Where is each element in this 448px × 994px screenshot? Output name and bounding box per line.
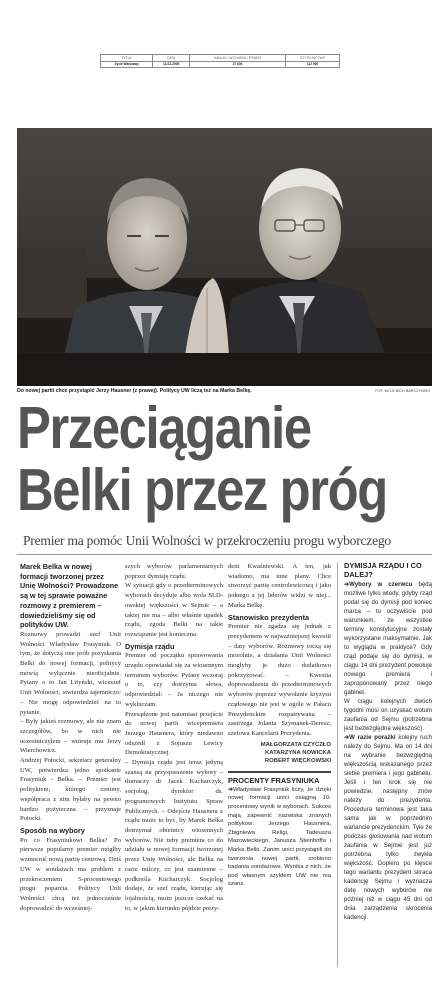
- article-column-1: [20, 562, 121, 967]
- sidebar-text: będą możliwe tylko wtedy, gdyby rząd podał się do dymisji pod koniec marca – to oczywiście pod warunkiem, że wszystkie terminy konstytucyjne zostały wykorzystane maksymalnie. Jak to wygląda w praktyce? Gdy rząd podaje się do dymisji, w ciągu 14 dni prezydent powołuje nowego premiera i zaproponowany przez niego gabinet.: [344, 580, 432, 696]
- author-name: ROBERT WIĘCKOWSKI: [264, 758, 331, 765]
- arrow-icon: ➔: [228, 786, 233, 793]
- clipping-metadata-table: [100, 54, 340, 68]
- meta-circulation-value: 27 600: [190, 61, 286, 68]
- article-paragraph: Andrzej Potocki, sekretarz generalny UW, potwierdza jedno spotkanie Frasyniuk - Belka. – Premier jest politykiem, którego cenimy, współpraca z nim byłaby na pewno bardzo pożyteczna – przyznaje Potocki.: [20, 757, 121, 823]
- author-name: KATARZYNA NOWICKA: [265, 749, 331, 756]
- sidebar-title: DYMISJA RZĄDU I CO DALEJ?: [344, 562, 422, 579]
- article-paragraph: W sytuacji gdy o przedterminowych wyborach decyduje albo wola SLD-owskiej większości w Sejmie – a takiej nie ma – albo właśnie upadek rządu, zgoda Belki na takie rozwiązanie jest konieczna.: [125, 582, 223, 638]
- meta-title-value: Życie Warszawy: [101, 61, 153, 68]
- article-paragraph: Rozmowy prowadzi szef Unii Wolności Władysław Frasyniuk. O tym, że dotyczą one prób pozyskania Belki do nowej formacji, politycy mówią wyłącznie nieoficjalnie. Pytany o to Jan Lityński, wiceszef Unii Wolności, stwierdza tajemniczo: – Nie mogę odpowiedzieć na to pytanie.: [20, 630, 121, 716]
- arrow-icon: ➔: [344, 580, 350, 588]
- newspaper-clipping: [17, 128, 432, 973]
- meta-header-date: DATA: [153, 55, 190, 62]
- photo-illustration: [17, 128, 432, 386]
- meta-header-title: TYTUŁ: [101, 55, 153, 62]
- subheadline: Premier ma pomóc Unii Wolności w przekroczeniu progu wyborczego: [23, 533, 391, 548]
- article-photo: [17, 128, 432, 386]
- meta-date-value: 11-02-2005: [153, 61, 190, 68]
- article-paragraph: dent Kwaśniewski. A ten, jak wiadomo, ma inne plany. Chce stworzyć partię centrolewicową i jako jednego z jej liderów widzi w niej... Marka Belkę.: [228, 563, 331, 609]
- box-title: PROCENTY FRASYNIUKA: [228, 771, 331, 786]
- box-text: [228, 786, 331, 889]
- author-name: MAŁGORZATA CZYCZŁO: [260, 741, 331, 748]
- article-paragraph: – Były jakieś rozmowy, ale nie znam szczegółów, bo w nich nie uczestniczyłem – wtóruje mu Jerzy Wierchowicz.: [20, 718, 121, 755]
- article-paragraph: Przesądzone jest natomiast przejście do nowej partii wicepremiera Jerzego Hausnera, który niedawno odszedł z Sojuszu Lewicy Demokratycznej.: [125, 710, 223, 757]
- section-heading: Stanowisko prezydenta: [228, 612, 310, 622]
- headline-line-1: Przeciąganie: [17, 395, 311, 461]
- meta-readership-value: 112 000: [286, 61, 340, 68]
- sidebar-paragraph: [344, 733, 432, 922]
- section-heading: Dymisja rządu: [125, 641, 175, 651]
- sidebar-bold-run: Wybory w czerwcu: [349, 580, 413, 588]
- article-column-2: [125, 562, 223, 967]
- section-heading: Sposób na wybory: [20, 825, 85, 835]
- sidebar-paragraph: W ciągu kolejnych dwóch tygodni musi on uzyskać wotum zaufania od Sejmu (potrzebna jest bezwzględna większość).: [344, 697, 432, 732]
- article-paragraph: – Dymisja rządu jest teraz jedyną szansą na przyspieszenie wybory – tłumaczy dr Jacek Kucharczyk, socjolog, dyrektor ds. programowych Instytutu Spraw Publicznych. – Odejście Hausnera z rządu może to być, by Marek Belka dotrzymał obietnicy wiosennych wyborów. Nie żeby premiera co do udziału w nowej formacji tworzonej przez Unię Wolności, ale Belka na razie milczy, co jest znamienne – podkreśla Kucharczyk. Socjolog dodaje, że szef rządu, kierując się lojalnością, może jeszcze czekać na to, w jakim kierunku pójdzie prezy-: [125, 759, 223, 912]
- sidebar-bold-run: W razie porażki: [349, 733, 396, 741]
- section-divider: [17, 554, 432, 555]
- article-column-3: [228, 562, 331, 967]
- sidebar-divider: [337, 562, 338, 967]
- sidebar-column: [344, 562, 432, 967]
- box-text-body: Władysław Frasyniuk liczy, że dzięki nowej formacji unici osiągną 10-procentowy wynik w wyborach. Sukces mają zapewnić nazwiska znanych polityków: Jerzego Hausnera, Zbigniewa Religi, Tadeusza Mazowieckiego, Janusza Steinhoffa i Marka Belki. Zanim unici przystąpili do tworzenia nowej partii, zrobiono badania sondażowe. Wynika z nich, że pod własnym szyldem UW nie ma szans.: [228, 786, 331, 888]
- article-lead: Marek Belka w nowej formacji tworzonej przez Unię Wolności? Prowadzone są w tej sprawie poważne rozmowy z premierem – dowiedzieliśmy się od polityków UW.: [20, 562, 119, 630]
- photo-credit: FOT. WOJCIECH BARCZYŃSKI: [375, 389, 430, 393]
- meta-header-readership: CZYTELNICTWO: [286, 55, 340, 62]
- article-authors: [228, 741, 331, 766]
- article-paragraph: Premier od początku sprawowania urzędu opowiadał się za wiosennym terminem wyborów. Pytany wczoraj o to, czy dotrzyma słowa, odpowiedział: – Ja niczego nie wykluczam.: [125, 652, 223, 708]
- headline-line-2: Belki przez próg: [17, 457, 387, 523]
- photo-caption: [17, 387, 432, 395]
- article-paragraph: szych wyborów parlamentarnych poprzez dymisję rządu.: [125, 563, 223, 580]
- photo-caption-text: Do nowej partii chce przystąpić Jerzy Hausner (z prawej). Politycy UW liczą też na Marka Belkę.: [17, 388, 252, 394]
- arrow-icon: ➔: [344, 733, 350, 741]
- meta-header-circulation: NAKŁAD / WYDAWCA / POWIAT: [190, 55, 286, 62]
- article-paragraph: Premier nie zgadza się jednak z prezydentem w najważniejszej kwestii – daty wyborów. Rozmowy toczą się mozolnie, a działania Unii Wolności mogłyby je dużo dodatkowo pokrzyżować. – Kwestia doprowadzenia do przedterminowych wyborów poprzez wywołanie kryzysu rządowego nie jest w ogóle w Pałacu Prezydenckim rozpatrywana – zastrzega Jolanta Szymanek-Deresz, szefowa Kancelarii Prezydenta.: [228, 623, 331, 737]
- article-paragraph: Po co Frasyniukowi Belka? Po pierwsze popularny premier mógłby wzmocnić nową partię centrową. Dziś UW w sondażach ma problem z przekroczeniem 5-procentowego progu poparcia. Politycy Unii Wolności chcą też jednocześnie doprowadzić do wcześniej-: [20, 836, 121, 912]
- sidebar-paragraph: [344, 580, 432, 697]
- sidebar-text: kolejny ruch należy do Sejmu. Ma on 14 dni na wybranie bezwzględną większością wskazanego przez siebie premiera i jego gabinetu. Jeśli i ten krok się nie powiedzie, następny znów należy do prezydenta. Procedura terminowa jest taka sama jak w poprzednim wariancie prezydenckim. Tyle że podczas głosowania nad wotum zaufania w Sejmie jest już potrzebna tylko zwykła większość. Dopiero po klęsce tego wariantu prezydent skraca kadencję Sejmu i wyznacza datę nowych wyborów nie później niż w ciągu 45 dni od dnia zarządzenia skrócenia kadencji.: [344, 733, 432, 921]
